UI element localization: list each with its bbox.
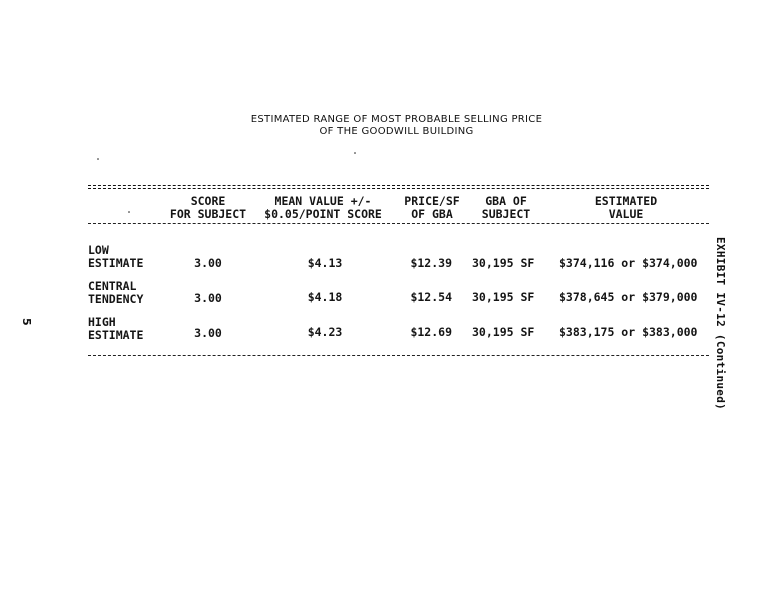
- table-top-double-rule: [88, 185, 709, 189]
- cell-mean-value: $4.18: [307, 290, 343, 304]
- header-estimated-value: ESTIMATED VALUE: [594, 194, 658, 221]
- document-title-line-2: OF THE GOODWILL BUILDING: [319, 126, 474, 137]
- header-score: SCORE FOR SUBJECT: [169, 194, 247, 221]
- header-mean-value: MEAN VALUE +/- $0.05/POINT SCORE: [264, 194, 382, 221]
- page-number: 5: [20, 318, 33, 326]
- cell-price-sf: $12.39: [410, 256, 452, 270]
- cell-gba: 30,195 SF: [472, 290, 535, 304]
- cell-price-sf: $12.54: [410, 290, 452, 304]
- cell-mean-value: $4.13: [307, 256, 343, 270]
- cell-mean-value: $4.23: [307, 325, 343, 339]
- cell-estimated-value: $383,175 or $383,000: [559, 325, 698, 339]
- cell-score: 3.00: [194, 326, 222, 340]
- cell-gba: 30,195 SF: [472, 256, 535, 270]
- cell-estimated-value: $378,645 or $379,000: [559, 290, 698, 304]
- cell-price-sf: $12.69: [410, 325, 452, 339]
- scan-speck: [128, 211, 130, 213]
- cell-score: 3.00: [194, 256, 222, 270]
- table-bottom-rule: [88, 355, 709, 356]
- exhibit-side-label: EXHIBIT IV-12 (Continued): [714, 237, 727, 411]
- table-header-rule: [88, 223, 709, 224]
- header-gba: GBA OF SUBJECT: [481, 194, 531, 221]
- row-label: HIGH ESTIMATE: [88, 315, 144, 342]
- cell-estimated-value: $374,116 or $374,000: [559, 256, 698, 270]
- scan-speck: [354, 152, 356, 154]
- cell-score: 3.00: [194, 291, 222, 305]
- row-label: CENTRAL TENDENCY: [88, 279, 144, 306]
- header-price-sf: PRICE/SF OF GBA: [404, 194, 460, 221]
- scan-speck: [97, 158, 99, 160]
- cell-gba: 30,195 SF: [472, 325, 535, 339]
- row-label: LOW ESTIMATE: [88, 243, 144, 270]
- document-title-line-1: ESTIMATED RANGE OF MOST PROBABLE SELLING PRICE: [250, 114, 543, 125]
